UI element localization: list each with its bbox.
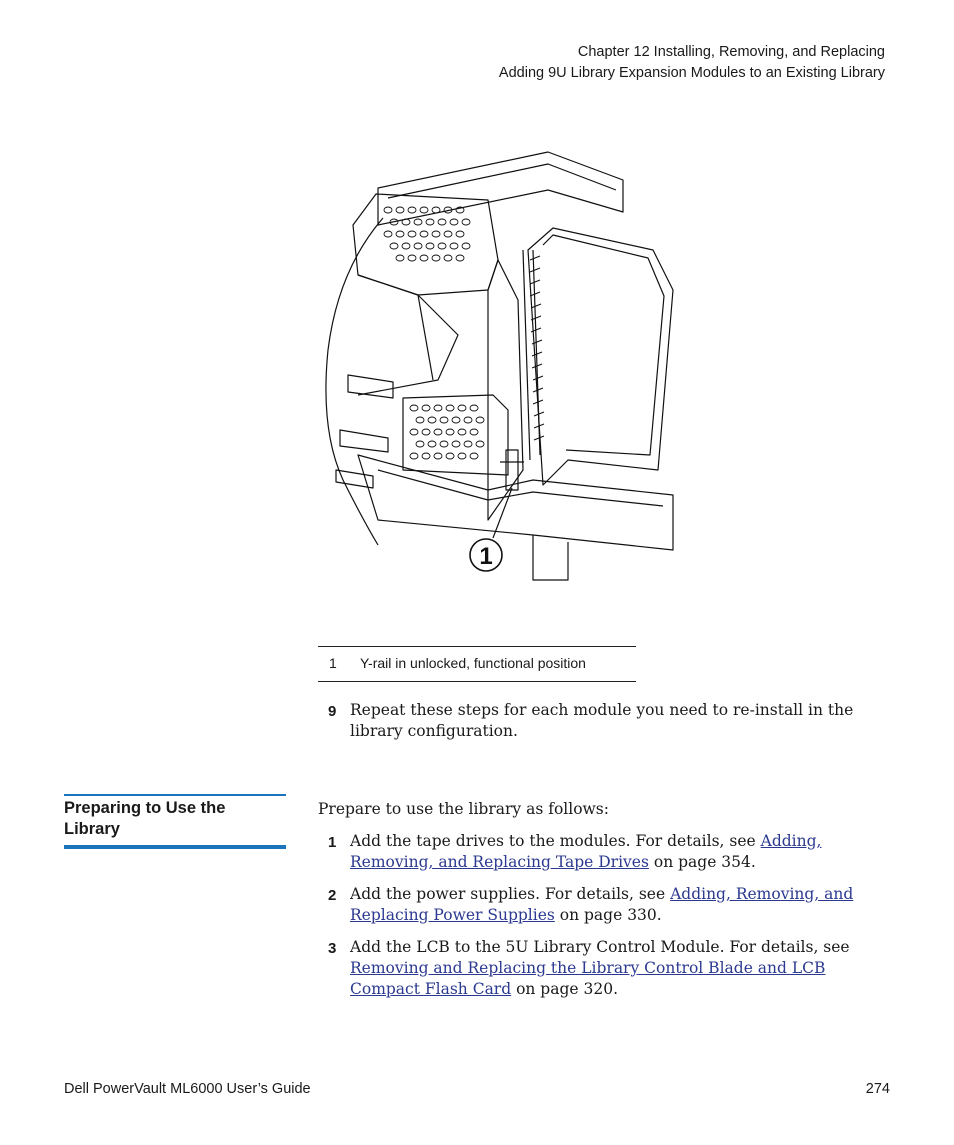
step-text-after: on page 330. [554,906,662,924]
step-number: 3 [328,940,337,957]
cross-reference-link[interactable]: Removing and Replacing the Library Control Blade and LCB [350,959,826,977]
step-text [350,700,880,742]
step-text-line2: library configuration. [350,722,518,740]
footer-title: Dell PowerVault ML6000 User’s Guide [64,1081,311,1097]
section-heading [64,798,286,840]
running-header-section: Adding 9U Library Expansion Modules to an Existing Library [498,65,885,81]
section-heading-line1: Preparing to Use the [64,799,226,817]
cross-reference-link[interactable]: Adding, [760,832,822,850]
step-text-before: Add the tape drives to the modules. For details, see [350,832,761,850]
module-outline-arc [326,218,383,545]
bottom-handle [533,535,568,580]
cross-reference-link[interactable]: Replacing Power Supplies [350,906,555,924]
step-text [350,937,890,1000]
step-text-before: Add the power supplies. For details, see [350,885,671,903]
y-rail-illustration [318,150,678,585]
cross-reference-link[interactable]: Adding, Removing, and [670,885,854,903]
step-text-after: on page 354. [648,853,756,871]
step-text-line1: Repeat these steps for each module you need to re-install in the [350,701,854,719]
figure-caption-table [318,646,636,682]
toothed-rack [523,250,530,460]
step-text-after: on page 320. [511,980,619,998]
top-rail [378,152,623,225]
callout-leader [493,488,512,538]
step-number: 9 [328,703,337,720]
upper-panel [353,194,498,295]
step-text-before: Add the LCB to the 5U Library Control Module. For details, see [350,938,850,956]
lower-panel [403,395,508,475]
running-header-chapter: Chapter 12 Installing, Removing, and Replacing [577,44,885,60]
rack-teeth [530,256,544,440]
cross-reference-link[interactable]: Removing, and Replacing Tape Drives [350,853,649,871]
caption-text: Y-rail in unlocked, functional position [360,655,586,671]
step-text [350,831,890,873]
section-heading-line2: Library [64,820,120,838]
heading-rule-top [64,794,286,796]
cross-reference-link[interactable]: Compact Flash Card [350,980,512,998]
page-number: 274 [865,1081,890,1097]
step-number: 1 [328,834,337,851]
caption-number: 1 [329,655,337,671]
section-intro: Prepare to use the library as follows: [318,800,609,818]
heading-rule-bottom [64,845,286,849]
callout-number: 1 [479,543,493,570]
step-text [350,884,890,926]
perforations-lower [410,405,484,459]
step-number: 2 [328,887,337,904]
